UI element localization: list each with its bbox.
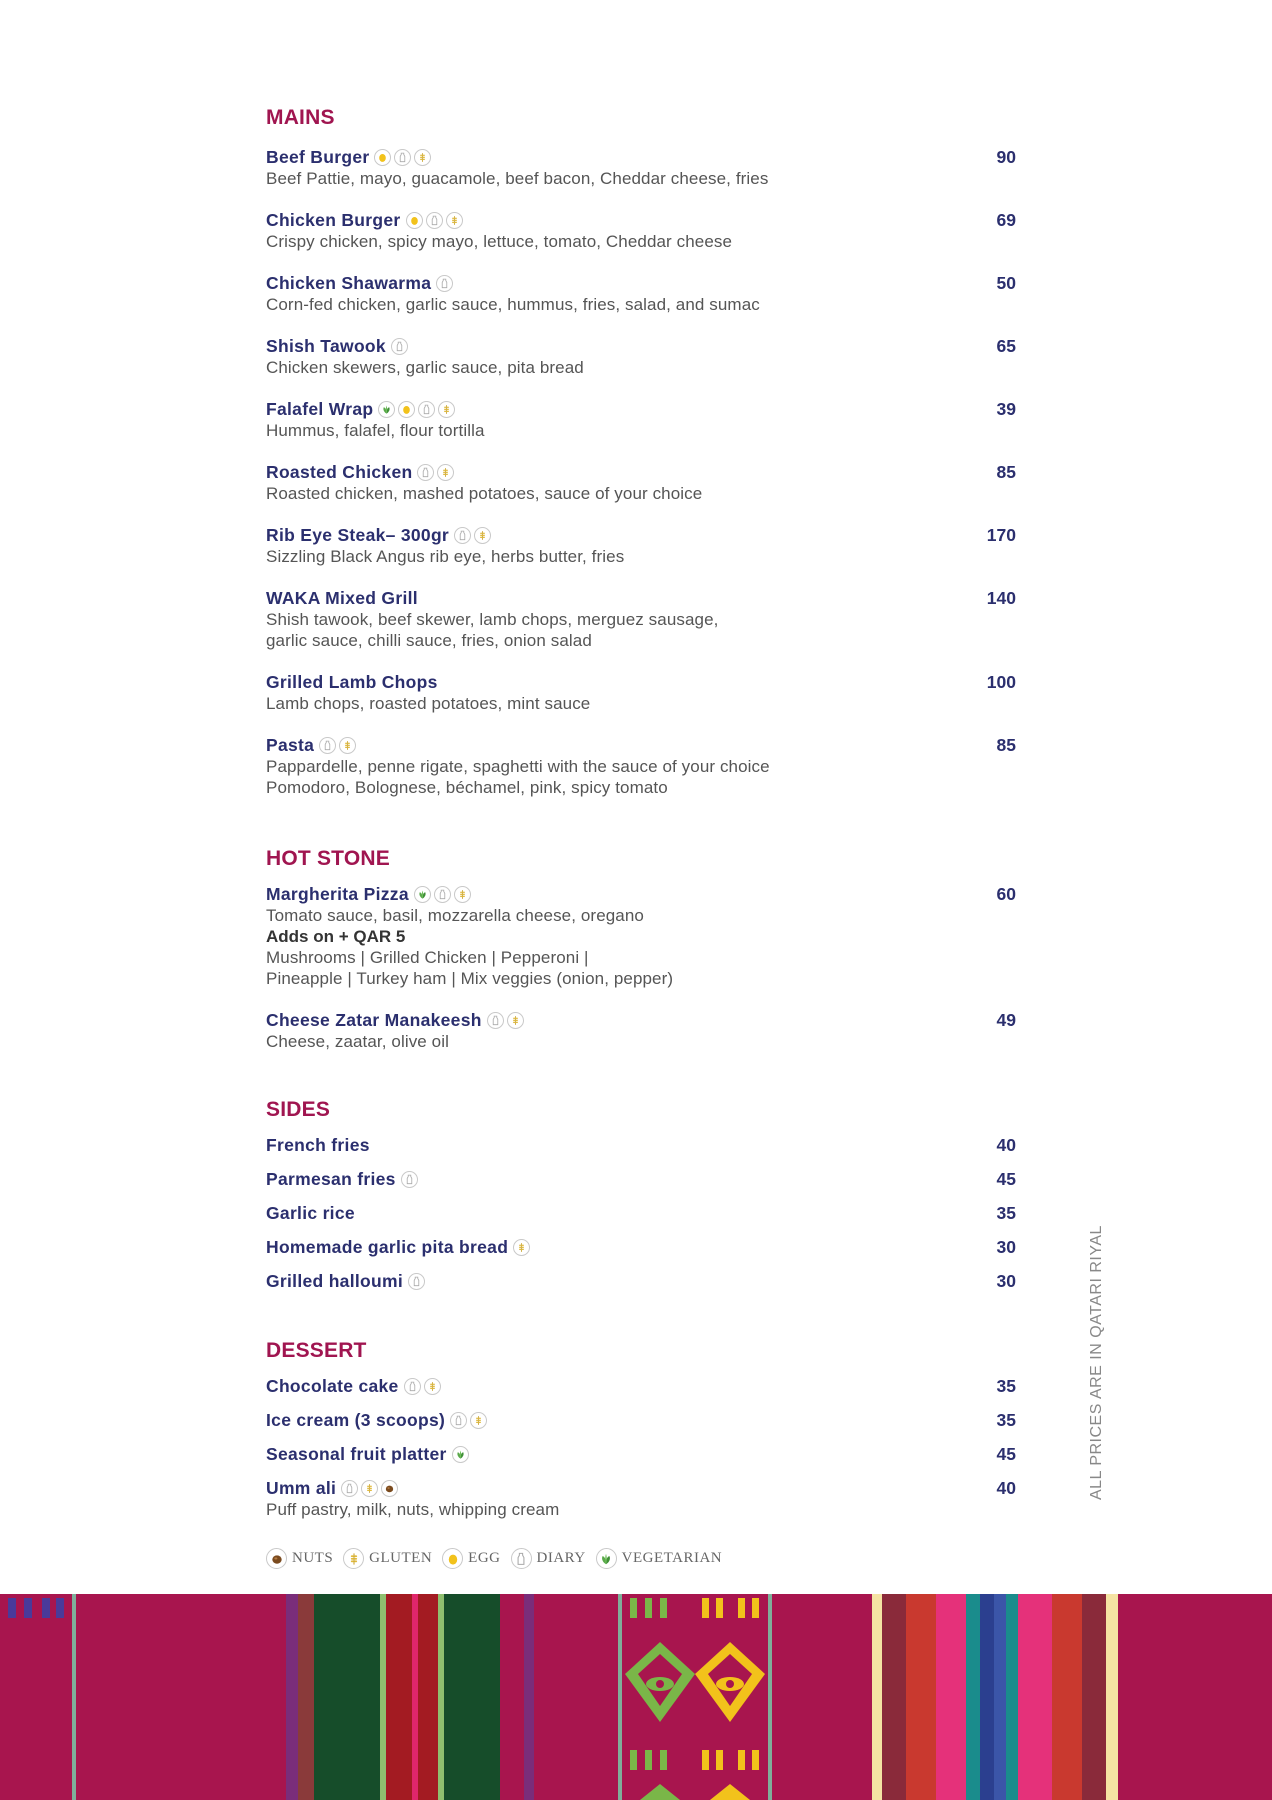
menu-item (266, 273, 1016, 315)
diary-icon (408, 1273, 425, 1290)
item-name: Seasonal fruit platter (266, 1444, 447, 1464)
diary-icon (404, 1378, 421, 1395)
allergen-icons (408, 1273, 425, 1290)
item-name: Grilled halloumi (266, 1271, 404, 1291)
item-description: Shish tawook, beef skewer, lamb chops, merguez sausage, (266, 610, 719, 629)
item-name-row (266, 399, 455, 420)
item-description: Pomodoro, Bolognese, béchamel, pink, spicy tomato (266, 778, 668, 797)
menu-item (266, 462, 1016, 504)
menu-item (266, 1169, 1016, 1190)
item-name-row (266, 1444, 469, 1465)
legend-item-nuts (266, 1548, 333, 1569)
gluten-icon (446, 212, 463, 229)
menu-item (266, 884, 1016, 989)
item-price: 35 (996, 1376, 1016, 1396)
allergen-icons (401, 1171, 418, 1188)
item-name: Margherita Pizza (266, 884, 409, 904)
allergen-icons (404, 1378, 441, 1395)
legend-item-diary (511, 1548, 586, 1569)
item-name-row (266, 210, 463, 231)
item-name: Shish Tawook (266, 336, 386, 356)
item-name-row (266, 1237, 530, 1258)
item-price: 140 (986, 588, 1016, 608)
egg-icon (374, 149, 391, 166)
pattern-stripe (1106, 1594, 1118, 1800)
item-price: 69 (996, 210, 1016, 230)
item-name: Pasta (266, 735, 315, 755)
decorative-pattern-band (0, 1594, 1272, 1800)
nuts-icon (266, 1548, 287, 1569)
item-name: Homemade garlic pita bread (266, 1237, 509, 1257)
item-name: Garlic rice (266, 1203, 355, 1223)
item-description: Sizzling Black Angus rib eye, herbs butter, fries (266, 547, 625, 566)
legend-label: DIARY (536, 1550, 586, 1566)
item-name-row (266, 1410, 487, 1431)
vegetarian-icon (378, 401, 395, 418)
diary-icon (436, 275, 453, 292)
legend-item-gluten (343, 1548, 432, 1569)
diary-icon (319, 737, 336, 754)
item-price: 170 (986, 525, 1016, 545)
item-description: Tomato sauce, basil, mozzarella cheese, oregano (266, 906, 644, 925)
pattern-stripe (906, 1594, 936, 1800)
item-price: 65 (996, 336, 1016, 356)
menu-item (266, 399, 1016, 441)
allergen-icons (374, 149, 431, 166)
pattern-stripe (500, 1594, 524, 1800)
item-price: 45 (996, 1169, 1016, 1189)
menu-item (266, 1203, 1016, 1224)
menu-item (266, 147, 1016, 189)
menu-item (266, 1010, 1016, 1052)
legend-item-egg (442, 1548, 500, 1569)
item-description: Cheese, zaatar, olive oil (266, 1032, 449, 1051)
item-description: Corn-fed chicken, garlic sauce, hummus, fries, salad, and sumac (266, 295, 760, 314)
allergen-icons (391, 338, 408, 355)
diary-icon (434, 886, 451, 903)
section-title-sides: SIDES (266, 1098, 331, 1121)
item-name-row (266, 1010, 524, 1031)
vegetarian-icon (452, 1446, 469, 1463)
item-name: Parmesan fries (266, 1169, 396, 1189)
allergen-icons (436, 275, 453, 292)
item-name: WAKA Mixed Grill (266, 588, 418, 608)
diary-icon (341, 1480, 358, 1497)
menu-item (266, 1237, 1016, 1258)
legend-label: NUTS (292, 1550, 334, 1566)
item-name: Chocolate cake (266, 1376, 399, 1396)
item-price: 35 (996, 1203, 1016, 1223)
addons-list: Pineapple | Turkey ham | Mix veggies (onion, pepper) (266, 969, 674, 988)
pattern-stripe (524, 1594, 534, 1800)
allergen-icons (452, 1446, 469, 1463)
item-name: Beef Burger (266, 147, 370, 167)
item-price: 50 (996, 273, 1016, 293)
allergen-legend (266, 1548, 722, 1569)
gluten-icon (474, 527, 491, 544)
pattern-stripe (0, 1594, 72, 1800)
item-name: Chicken Burger (266, 210, 401, 230)
legend-label: GLUTEN (369, 1550, 433, 1566)
allergen-icons (417, 464, 454, 481)
item-price: 100 (986, 672, 1016, 692)
item-price: 90 (996, 147, 1016, 167)
tribal-motif (620, 1594, 770, 1800)
item-name: Rib Eye Steak– 300gr (266, 525, 450, 545)
item-name-row (266, 1376, 441, 1397)
menu-item (266, 735, 1016, 798)
vegetarian-icon (596, 1548, 617, 1569)
gluten-icon (437, 464, 454, 481)
item-name: Falafel Wrap (266, 399, 374, 419)
legend-item-vegetarian (596, 1548, 722, 1569)
diary-icon (511, 1548, 532, 1569)
menu-item (266, 525, 1016, 567)
item-name-row (266, 672, 438, 693)
item-price: 85 (996, 462, 1016, 482)
gluten-icon (438, 401, 455, 418)
item-price: 40 (996, 1135, 1016, 1155)
pattern-tick (24, 1598, 32, 1618)
item-description: Chicken skewers, garlic sauce, pita bread (266, 358, 584, 377)
pattern-stripe (1118, 1594, 1272, 1800)
item-name-row (266, 525, 491, 546)
item-description: Beef Pattie, mayo, guacamole, beef bacon, Cheddar cheese, fries (266, 169, 769, 188)
egg-icon (398, 401, 415, 418)
pattern-stripe (936, 1594, 966, 1800)
menu-item (266, 1444, 1016, 1465)
item-name: Umm ali (266, 1478, 337, 1498)
gluten-icon (343, 1548, 364, 1569)
allergen-icons (341, 1480, 398, 1497)
price-currency-note: ALL PRICES ARE IN QATARI RIYAL (1088, 1225, 1105, 1500)
pattern-tick (56, 1598, 64, 1618)
vegetarian-icon (414, 886, 431, 903)
addons-title: Adds on + QAR 5 (266, 927, 406, 946)
menu-item (266, 1376, 1016, 1397)
item-description: Puff pastry, milk, nuts, whipping cream (266, 1500, 560, 1519)
pattern-stripe (1018, 1594, 1052, 1800)
menu-item (266, 588, 1016, 651)
allergen-icons (414, 886, 471, 903)
menu-item (266, 1478, 1016, 1520)
pattern-stripe (444, 1594, 500, 1800)
pattern-tick (42, 1598, 50, 1618)
item-name-row (266, 884, 471, 905)
item-name: Chicken Shawarma (266, 273, 432, 293)
pattern-stripe (76, 1594, 286, 1800)
pattern-stripe (418, 1594, 438, 1800)
nuts-icon (381, 1480, 398, 1497)
item-name: Grilled Lamb Chops (266, 672, 438, 692)
menu-item (266, 1271, 1016, 1292)
item-name: Cheese Zatar Manakeesh (266, 1010, 482, 1030)
diary-icon (487, 1012, 504, 1029)
menu-item (266, 210, 1016, 252)
item-price: 45 (996, 1444, 1016, 1464)
allergen-icons (450, 1412, 487, 1429)
gluten-icon (454, 886, 471, 903)
diary-icon (426, 212, 443, 229)
item-price: 85 (996, 735, 1016, 755)
addons-list: Mushrooms | Grilled Chicken | Pepperoni | (266, 948, 589, 967)
item-name-row (266, 273, 453, 294)
diary-icon (394, 149, 411, 166)
diary-icon (391, 338, 408, 355)
item-price: 30 (996, 1271, 1016, 1291)
diary-icon (417, 464, 434, 481)
allergen-icons (319, 737, 356, 754)
pattern-stripe (882, 1594, 906, 1800)
gluten-icon (414, 149, 431, 166)
item-description: Hummus, falafel, flour tortilla (266, 421, 485, 440)
item-name-row (266, 462, 454, 483)
item-description: Lamb chops, roasted potatoes, mint sauce (266, 694, 591, 713)
item-name-row (266, 735, 356, 756)
item-description: garlic sauce, chilli sauce, fries, onion salad (266, 631, 592, 650)
gluten-icon (507, 1012, 524, 1029)
pattern-stripe (286, 1594, 298, 1800)
menu-item (266, 1410, 1016, 1431)
item-name-row (266, 1169, 418, 1190)
pattern-stripe (994, 1594, 1006, 1800)
item-name-row (266, 588, 418, 609)
item-name: Roasted Chicken (266, 462, 413, 482)
pattern-stripe (1052, 1594, 1082, 1800)
pattern-stripe (386, 1594, 412, 1800)
item-name: Ice cream (3 scoops) (266, 1410, 446, 1430)
diary-icon (418, 401, 435, 418)
gluten-icon (470, 1412, 487, 1429)
legend-label: VEGETARIAN (621, 1550, 723, 1566)
egg-icon (442, 1548, 463, 1569)
item-price: 30 (996, 1237, 1016, 1257)
pattern-stripe (1006, 1594, 1018, 1800)
item-name-row (266, 147, 431, 168)
item-price: 35 (996, 1410, 1016, 1430)
gluten-icon (339, 737, 356, 754)
menu-item (266, 672, 1016, 714)
diary-icon (454, 527, 471, 544)
legend-label: EGG (468, 1550, 501, 1566)
gluten-icon (361, 1480, 378, 1497)
item-price: 39 (996, 399, 1016, 419)
section-title-dessert: DESSERT (266, 1339, 367, 1362)
menu-item (266, 1135, 1016, 1156)
item-description: Crispy chicken, spicy mayo, lettuce, tomato, Cheddar cheese (266, 232, 733, 251)
item-name-row (266, 1135, 370, 1156)
diary-icon (450, 1412, 467, 1429)
menu-item (266, 336, 1016, 378)
item-name-row (266, 1271, 425, 1292)
pattern-stripe (1082, 1594, 1106, 1800)
gluten-icon (424, 1378, 441, 1395)
pattern-stripe (298, 1594, 314, 1800)
item-description: Roasted chicken, mashed potatoes, sauce of your choice (266, 484, 703, 503)
pattern-stripe (534, 1594, 618, 1800)
pattern-stripe (980, 1594, 994, 1800)
item-price: 49 (996, 1010, 1016, 1030)
item-description: Pappardelle, penne rigate, spaghetti with the sauce of your choice (266, 757, 770, 776)
egg-icon (406, 212, 423, 229)
pattern-stripe (872, 1594, 882, 1800)
item-name-row (266, 1203, 355, 1224)
item-name-row (266, 336, 408, 357)
item-name: French fries (266, 1135, 370, 1155)
allergen-icons (406, 212, 463, 229)
allergen-icons (378, 401, 455, 418)
pattern-stripe (314, 1594, 380, 1800)
diary-icon (401, 1171, 418, 1188)
allergen-icons (513, 1239, 530, 1256)
pattern-stripe (966, 1594, 980, 1800)
section-title-mains: MAINS (266, 106, 335, 129)
item-price: 60 (996, 884, 1016, 904)
section-title-hot-stone: HOT STONE (266, 847, 390, 870)
gluten-icon (513, 1239, 530, 1256)
item-price: 40 (996, 1478, 1016, 1498)
allergen-icons (487, 1012, 524, 1029)
allergen-icons (454, 527, 491, 544)
pattern-tick (8, 1598, 16, 1618)
pattern-stripe (772, 1594, 872, 1800)
item-name-row (266, 1478, 398, 1499)
